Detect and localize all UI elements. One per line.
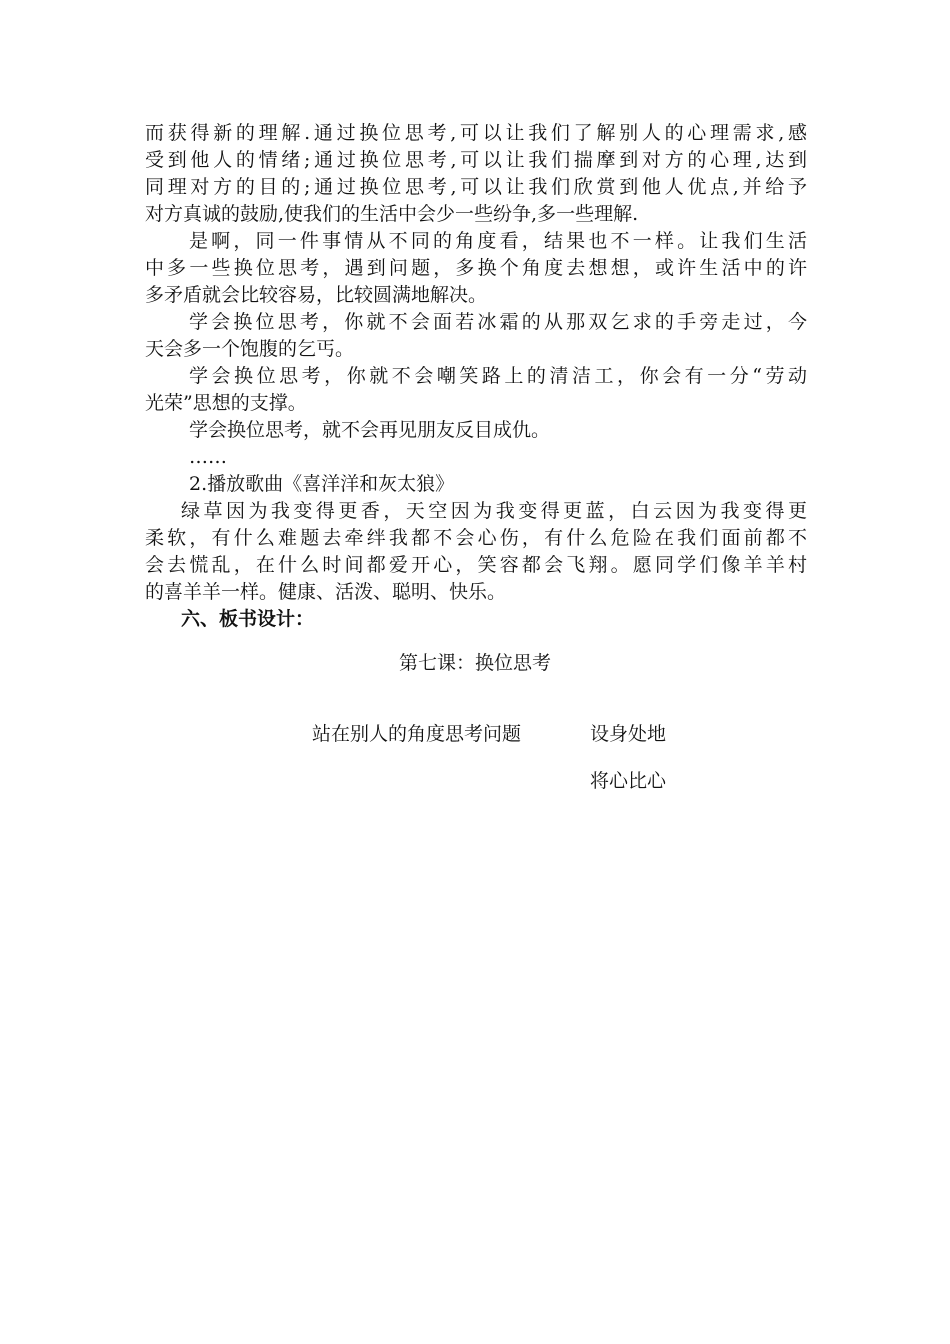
text-line: 是啊，同一件事情从不同的角度看，结果也不一样。让我们生活 xyxy=(189,230,807,252)
text-line: 对方真诚的鼓励,使我们的生活中会少一些纷争,多一些理解. xyxy=(145,203,639,225)
section-heading: 六、板书设计： xyxy=(181,608,315,630)
text-line: 学会换位思考，你就不会面若冰霜的从那双乞求的手旁走过，今 xyxy=(189,311,807,333)
text-line: 绿草因为我变得更香，天空因为我变得更蓝，白云因为我变得更 xyxy=(181,500,807,522)
text-line: 会去慌乱，在什么时间都爱开心，笑容都会飞翔。愿同学们像羊羊村 xyxy=(145,554,807,576)
text-line: 的喜羊羊一样。健康、活泼、聪明、快乐。 xyxy=(145,581,507,603)
text-line: 中多一些换位思考，遇到问题，多换个角度去想想，或许生活中的许 xyxy=(145,257,807,279)
ellipsis: …… xyxy=(189,446,227,468)
body-text xyxy=(145,120,807,633)
board-title: 第七课：换位思考 xyxy=(398,652,551,674)
board-left-text: 站在别人的角度思考问题 xyxy=(312,723,522,745)
text-line: 多矛盾就会比较容易，比较圆满地解决。 xyxy=(145,284,488,306)
text-line: 同理对方的目的;通过换位思考,可以让我们欣赏到他人优点,并给予 xyxy=(145,176,807,198)
board-right-text-2: 将心比心 xyxy=(590,770,667,792)
text-line: 学会换位思考，就不会再见朋友反目成仇。 xyxy=(189,419,551,441)
board-right-text-1: 设身处地 xyxy=(590,723,667,745)
text-line: 受到他人的情绪;通过换位思考,可以让我们揣摩到对方的心理,达到 xyxy=(145,149,807,171)
text-line: 学会换位思考，你就不会嘲笑路上的清洁工，你会有一分“劳动 xyxy=(189,365,807,387)
text-line: 光荣”思想的支撑。 xyxy=(145,392,307,414)
text-line: 柔软，有什么难题去牵绊我都不会心伤，有什么危险在我们面前都不 xyxy=(145,527,807,549)
song-heading: 2.播放歌曲《喜洋洋和灰太狼》 xyxy=(189,473,455,495)
text-line: 而获得新的理解.通过换位思考,可以让我们了解别人的心理需求,感 xyxy=(145,122,807,144)
text-line: 天会多一个饱腹的乞丐。 xyxy=(145,338,355,360)
